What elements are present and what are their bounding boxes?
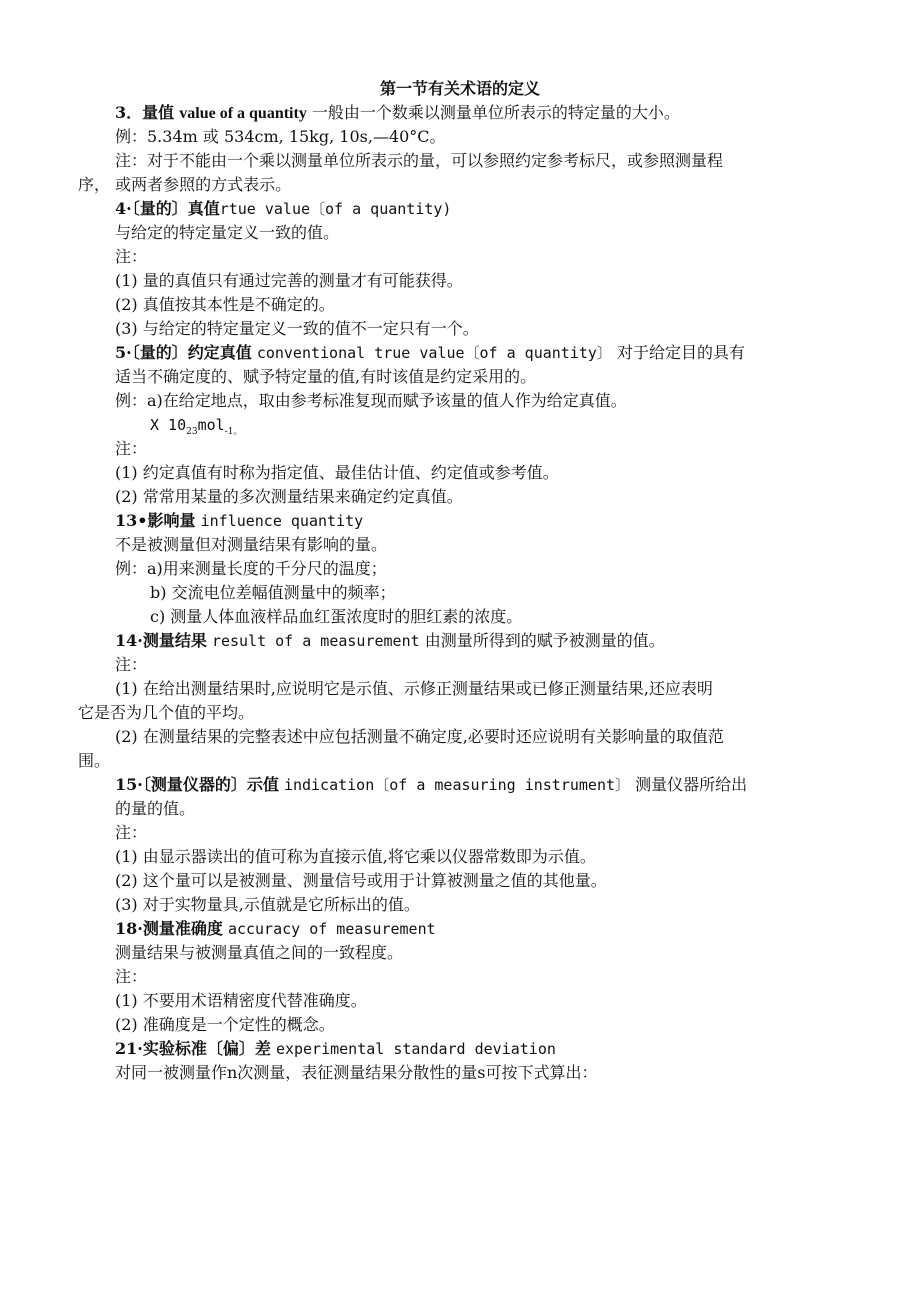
term-13-name: 13•影响量: [115, 511, 196, 530]
term-13-english: influence quantity: [200, 512, 364, 530]
term-14-name: 14·测量结果: [115, 631, 207, 650]
term-15-definition-start: 测量仪器所给出: [635, 775, 748, 794]
term-4-heading: [115, 197, 836, 222]
term-21-name: 21·实验标准〔偏〕差: [115, 1039, 271, 1058]
term-18-note-2: (2) 准确度是一个定性的概念。: [115, 1015, 335, 1034]
term-5-example-unit: mol: [197, 416, 225, 434]
term-21-heading: [115, 1037, 836, 1062]
term-18-english: accuracy of measurement: [227, 920, 436, 938]
term-5-note-label: 注：: [115, 439, 148, 458]
term-15-note-3: (3) 对于实物量具,示值就是它所标出的值。: [115, 895, 420, 914]
term-14-english: result of a measurement: [211, 632, 420, 650]
term-14-note-1-line2: 它是否为几个值的平均。: [78, 703, 255, 722]
term-5-definition-end: 适当不确定度的、赋予特定量的值,有时该值是约定采用的。: [115, 367, 537, 386]
term-3-name: 量值: [142, 103, 175, 122]
term-3-number: 3．: [115, 103, 143, 122]
term-14-note-1-line1: (1) 在给出测量结果时,应说明它是示值、示修正测量结果或已修正测量结果,还应表明: [115, 679, 713, 698]
term-5-name: 5·〔量的〕约定真值: [115, 343, 252, 362]
term-15-english: indication〔of a measuring instrument〕: [283, 776, 631, 794]
term-4-definition: 与给定的特定量定义一致的值。: [115, 223, 340, 242]
term-14-heading: [115, 629, 836, 654]
term-13-example-b: b) 交流电位差幅值测量中的频率；: [150, 583, 396, 602]
term-21-definition: 对同一被测量作n次测量，表征测量结果分散性的量s可按下式算出：: [115, 1063, 598, 1082]
term-5-example-value-a: X 10: [150, 416, 187, 434]
term-4-english: rtue value〔of a quantity): [219, 200, 452, 218]
term-5-example-exponent: 23: [186, 427, 198, 438]
term-14-note-2-line2: 围。: [78, 751, 111, 770]
term-4-note-1: (1) 量的真值只有通过完善的测量才有可能获得。: [115, 271, 463, 290]
term-4-name: 4·〔量的〕真值: [115, 199, 220, 218]
term-5-english: conventional true value〔of a quantity〕: [256, 344, 612, 362]
term-14-note-2-line1: (2) 在测量结果的完整表述中应包括测量不确定度,必要时还应说明有关影响量的取值范: [115, 727, 724, 746]
term-14-definition: 由测量所得到的赋予被测量的值。: [424, 631, 665, 650]
term-3-heading: [115, 101, 836, 126]
term-4-note-3: (3) 与给定的特定量定义一致的值不一定只有一个。: [115, 319, 479, 338]
term-15-note-1: (1) 由显示器读出的值可称为直接示值,将它乘以仪器常数即为示值。: [115, 847, 596, 866]
term-5-note-2: (2) 常常用某量的多次测量结果来确定约定真值。: [115, 487, 463, 506]
term-13-example-c: c) 测量人体血液样品血红蛋浓度时的胆红素的浓度。: [150, 607, 523, 626]
term-15-note-label: 注：: [115, 823, 148, 842]
term-18-name: 18·测量准确度: [115, 919, 223, 938]
term-13-definition: 不是被测量但对测量结果有影响的量。: [115, 535, 388, 554]
term-5-heading: [115, 341, 836, 366]
term-3-note-line2: 序， 或两者参照的方式表示。: [78, 175, 292, 194]
term-18-heading: [115, 917, 836, 942]
term-18-definition: 测量结果与被测量真值之间的一致程度。: [115, 943, 404, 962]
term-15-note-2: (2) 这个量可以是被测量、测量信号或用于计算被测量之值的其他量。: [115, 871, 607, 890]
term-14-note-label: 注：: [115, 655, 148, 674]
term-15-definition-end: 的量的值。: [115, 799, 196, 818]
term-21-english: experimental standard deviation: [275, 1040, 556, 1058]
term-15-name: 15·〔测量仪器的〕示值: [115, 775, 279, 794]
page-title: 第一节有关术语的定义: [379, 79, 540, 98]
term-5-note-1: (1) 约定真值有时称为指定值、最佳估计值、约定值或参考值。: [115, 463, 559, 482]
term-4-note-2: (2) 真值按其本性是不确定的。: [115, 295, 335, 314]
term-18-note-1: (1) 不要用术语精密度代替准确度。: [115, 991, 367, 1010]
term-3-english: value of a quantity: [179, 105, 307, 122]
term-3-definition: 一般由一个数乘以测量单位所表示的特定量的大小。: [311, 103, 680, 122]
term-3-example: 例：5.34m 或 534cm, 15kg, 10s,—40°C。: [115, 127, 446, 146]
term-4-note-label: 注：: [115, 247, 148, 266]
term-5-example: 例：a)在给定地点，取由参考标准复现而赋予该量的值人作为给定真值。: [115, 391, 627, 410]
term-5-definition-start: 对于给定目的具有: [617, 343, 746, 362]
term-13-heading: [115, 509, 836, 534]
term-5-example-unit-exponent: -1。: [224, 427, 243, 438]
term-15-heading: [115, 773, 836, 798]
term-13-example-a: 例：a)用来测量长度的千分尺的温度；: [115, 559, 387, 578]
term-18-note-label: 注：: [115, 967, 148, 986]
term-3-note-line1: 注：对于不能由一个乘以测量单位所表示的量，可以参照约定参考标尺，或参照测量程: [115, 151, 724, 170]
